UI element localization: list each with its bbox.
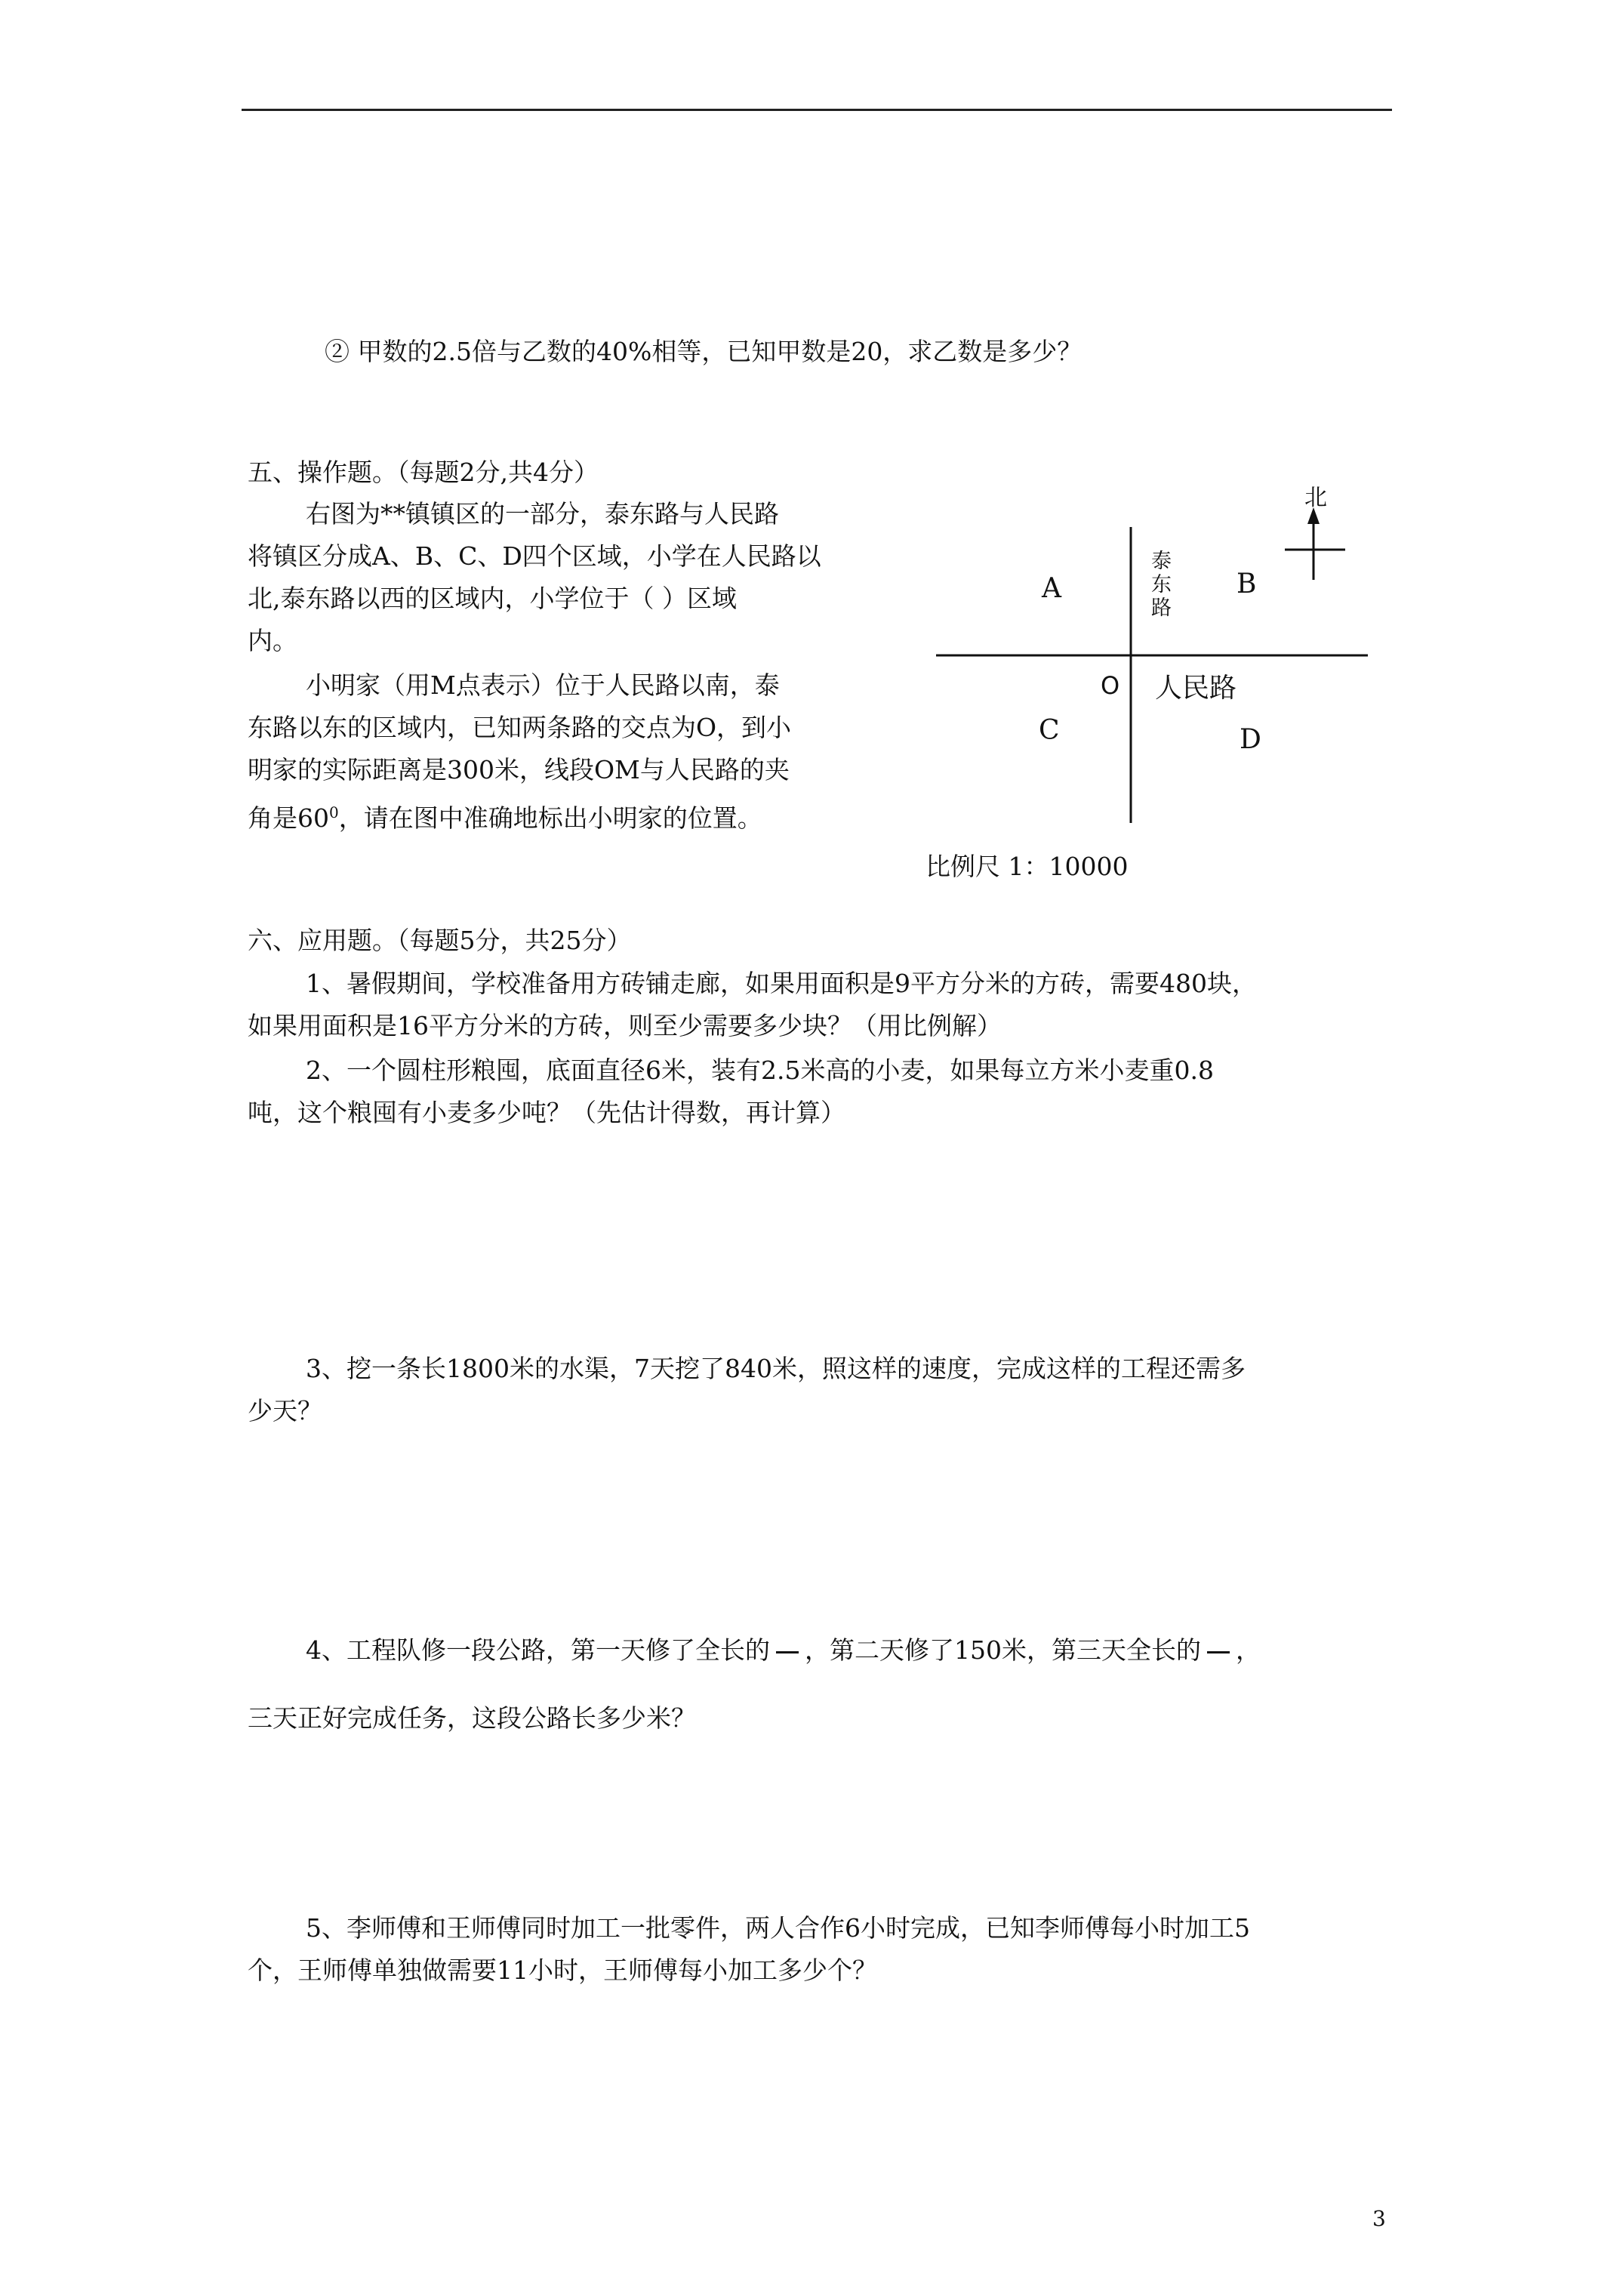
question-6-1: 如果用面积是16平方分米的方砖，则至少需要多少块？（用比例解）	[248, 1011, 1002, 1040]
page-number: 3	[1372, 2206, 1386, 2231]
fraction-blank	[776, 1651, 799, 1653]
section-5-text: 小明家（用M点表示）位于人民路以南，泰	[306, 670, 780, 700]
origin-label: O	[1101, 671, 1120, 700]
question-6-2: 吨，这个粮囤有小麦多少吨？（先估计得数，再计算）	[248, 1098, 845, 1127]
section-5-text-part: ，请在图中准确地标出小明家的位置。	[338, 803, 762, 833]
section-5-text: 右图为**镇镇区的一部分，泰东路与人民路	[306, 499, 779, 529]
fraction-blank	[1207, 1651, 1230, 1653]
degree-superscript: 0	[329, 803, 339, 821]
region-d-label: D	[1240, 724, 1261, 755]
north-label: 北	[1304, 485, 1327, 511]
section-5-text: 东路以东的区域内，已知两条路的交点为O，到小	[248, 713, 792, 742]
renmin-road-label: 人民路	[1155, 673, 1237, 704]
map-scale: 比例尺 1：10000	[925, 852, 1129, 881]
question-6-1: 1、暑假期间，学校准备用方砖铺走廊，如果用面积是9平方分米的方砖，需要480块，	[306, 969, 1257, 998]
section-5-text-part: 角是60	[248, 803, 329, 833]
question-4-2: ② 甲数的2.5倍与乙数的40%相等，已知甲数是20，求乙数是多少？	[325, 337, 1083, 366]
section-5-text: 北,泰东路以西的区域内，小学位于（ ）区域	[248, 584, 737, 613]
region-c-label: C	[1039, 715, 1060, 746]
question-6-5: 个，王师傅单独做需要11小时，王师傅每小加工多少个？	[248, 1955, 877, 1985]
taidong-road-label	[1151, 550, 1172, 620]
section-5-title: 五、操作题。（每题2分,共4分）	[248, 458, 599, 487]
road-char: 泰	[1151, 550, 1172, 573]
road-char: 路	[1151, 596, 1172, 620]
question-6-3: 3、挖一条长1800米的水渠，7天挖了840米，照这样的速度，完成这样的工程还需多	[306, 1354, 1246, 1383]
section-5-text: 明家的实际距离是300米，线段OM与人民路的夹	[248, 755, 790, 784]
question-6-3: 少天？	[248, 1396, 322, 1425]
section-5-text: 内。	[248, 626, 297, 655]
question-6-4	[306, 1635, 1261, 1666]
question-6-2: 2、一个圆柱形粮囤，底面直径6米，装有2.5米高的小麦，如果每立方米小麦重0.8	[306, 1056, 1214, 1085]
region-a-label: A	[1042, 573, 1061, 604]
question-6-5: 5、李师傅和王师傅同时加工一批零件，两人合作6小时完成，已知李师傅每小时加工5	[306, 1913, 1250, 1943]
section-6-title: 六、应用题。（每题5分，共25分）	[248, 926, 632, 955]
road-char: 东	[1151, 573, 1172, 596]
question-6-4-part: ，	[1236, 1635, 1261, 1665]
question-6-4-part: 4、工程队修一段公路，第一天修了全长的	[306, 1635, 770, 1665]
question-6-4: 三天正好完成任务，这段公路长多少米？	[248, 1703, 696, 1733]
region-b-label: B	[1236, 569, 1257, 599]
section-5-text: 将镇区分成A、B、C、D四个区域，小学在人民路以	[248, 541, 821, 571]
question-6-4-part: ，第二天修了150米，第三天全长的	[805, 1635, 1201, 1665]
